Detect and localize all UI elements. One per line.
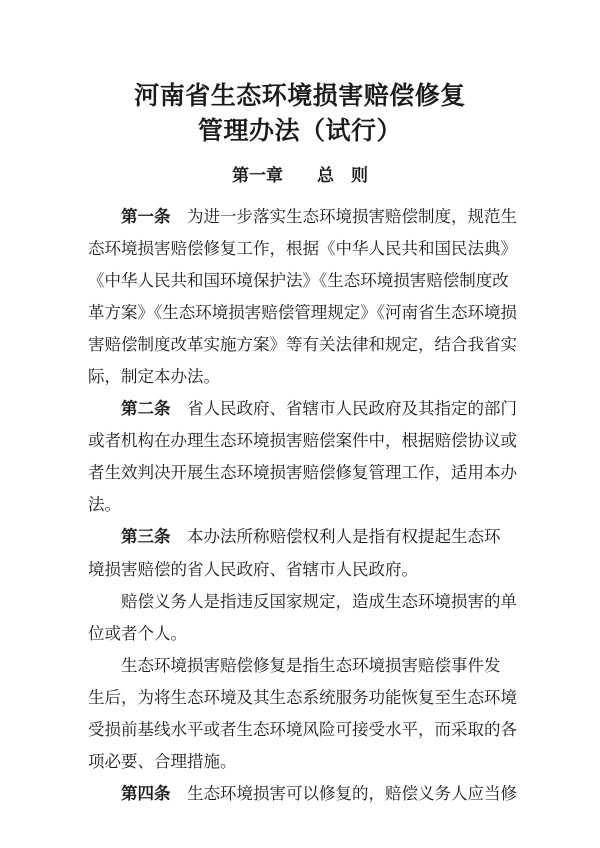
body-line-text: 生态环境损害赔偿修复是指生态环境损害赔偿事件发	[121, 655, 501, 675]
body-line-text: 受损前基线水平或者生态环境风险可接受水平，而采取的各	[88, 719, 517, 739]
body-line	[88, 489, 518, 521]
body-line	[88, 554, 518, 586]
body-line	[88, 618, 518, 650]
body-line	[88, 586, 518, 618]
body-line	[88, 233, 518, 265]
body-line	[88, 425, 518, 457]
body-line	[88, 265, 518, 297]
article-number: 第二条	[121, 399, 171, 419]
article-number: 第四条	[121, 783, 171, 803]
body-line	[88, 521, 518, 553]
body-line-text: 境损害赔偿的省人民政府、省辖市人民政府。	[88, 559, 418, 579]
body-line-text: 本办法所称赔偿权利人是指有权提起生态环	[170, 527, 501, 547]
body-line	[88, 682, 518, 714]
body-line	[88, 361, 518, 393]
body-line-text: 为进一步落实生态环境损害赔偿制度，规范生	[170, 207, 517, 226]
chapter-heading: 第一章 总 则	[232, 166, 368, 186]
body-line-text: 生态环境损害可以修复的，赔偿义务人应当修	[170, 783, 517, 803]
body-line-text: 革方案》《生态环境损害赔偿管理规定》《河南省生态环境损	[88, 303, 517, 323]
body-line	[88, 457, 518, 489]
body-line-text: 者生效判决开展生态环境损害赔偿修复管理工作，适用本办	[88, 463, 517, 483]
body-line-text: 害赔偿制度改革实施方案》等有关法律和规定，结合我省实	[88, 335, 517, 355]
body-line	[88, 778, 518, 810]
body-line-text: 或者机构在办理生态环境损害赔偿案件中，根据赔偿协议或	[88, 431, 517, 451]
body-line-text: 法。	[88, 495, 121, 515]
body-line-text: 生后，为将生态环境及其生态系统服务功能恢复至生态环境	[88, 687, 517, 707]
body-line-text: 省人民政府、省辖市人民政府及其指定的部门	[170, 399, 517, 419]
body-line-text: 际，制定本办法。	[88, 367, 220, 387]
body-line-text: 态环境损害赔偿修复工作，根据《中华人民共和国民法典》	[88, 239, 517, 259]
body-line-text: 《中华人民共和国环境保护法》《生态环境损害赔偿制度改	[88, 271, 509, 291]
body-line	[88, 297, 518, 329]
body-line	[88, 746, 518, 778]
document-body	[88, 201, 518, 810]
article-number: 第三条	[121, 527, 171, 547]
body-line-text: 项必要、合理措施。	[88, 751, 237, 771]
body-line	[88, 329, 518, 361]
document-title-line-1: 河南省生态环境损害赔偿修复	[134, 81, 466, 110]
body-line	[88, 714, 518, 746]
body-line	[88, 201, 518, 233]
body-line-text: 位或者个人。	[88, 623, 187, 643]
body-line-text: 赔偿义务人是指违反国家规定，造成生态环境损害的单	[121, 591, 517, 611]
document-title-line-2: 管理办法（试行）	[197, 116, 402, 145]
body-line	[88, 650, 518, 682]
article-number: 第一条	[121, 207, 171, 226]
body-line	[88, 393, 518, 425]
